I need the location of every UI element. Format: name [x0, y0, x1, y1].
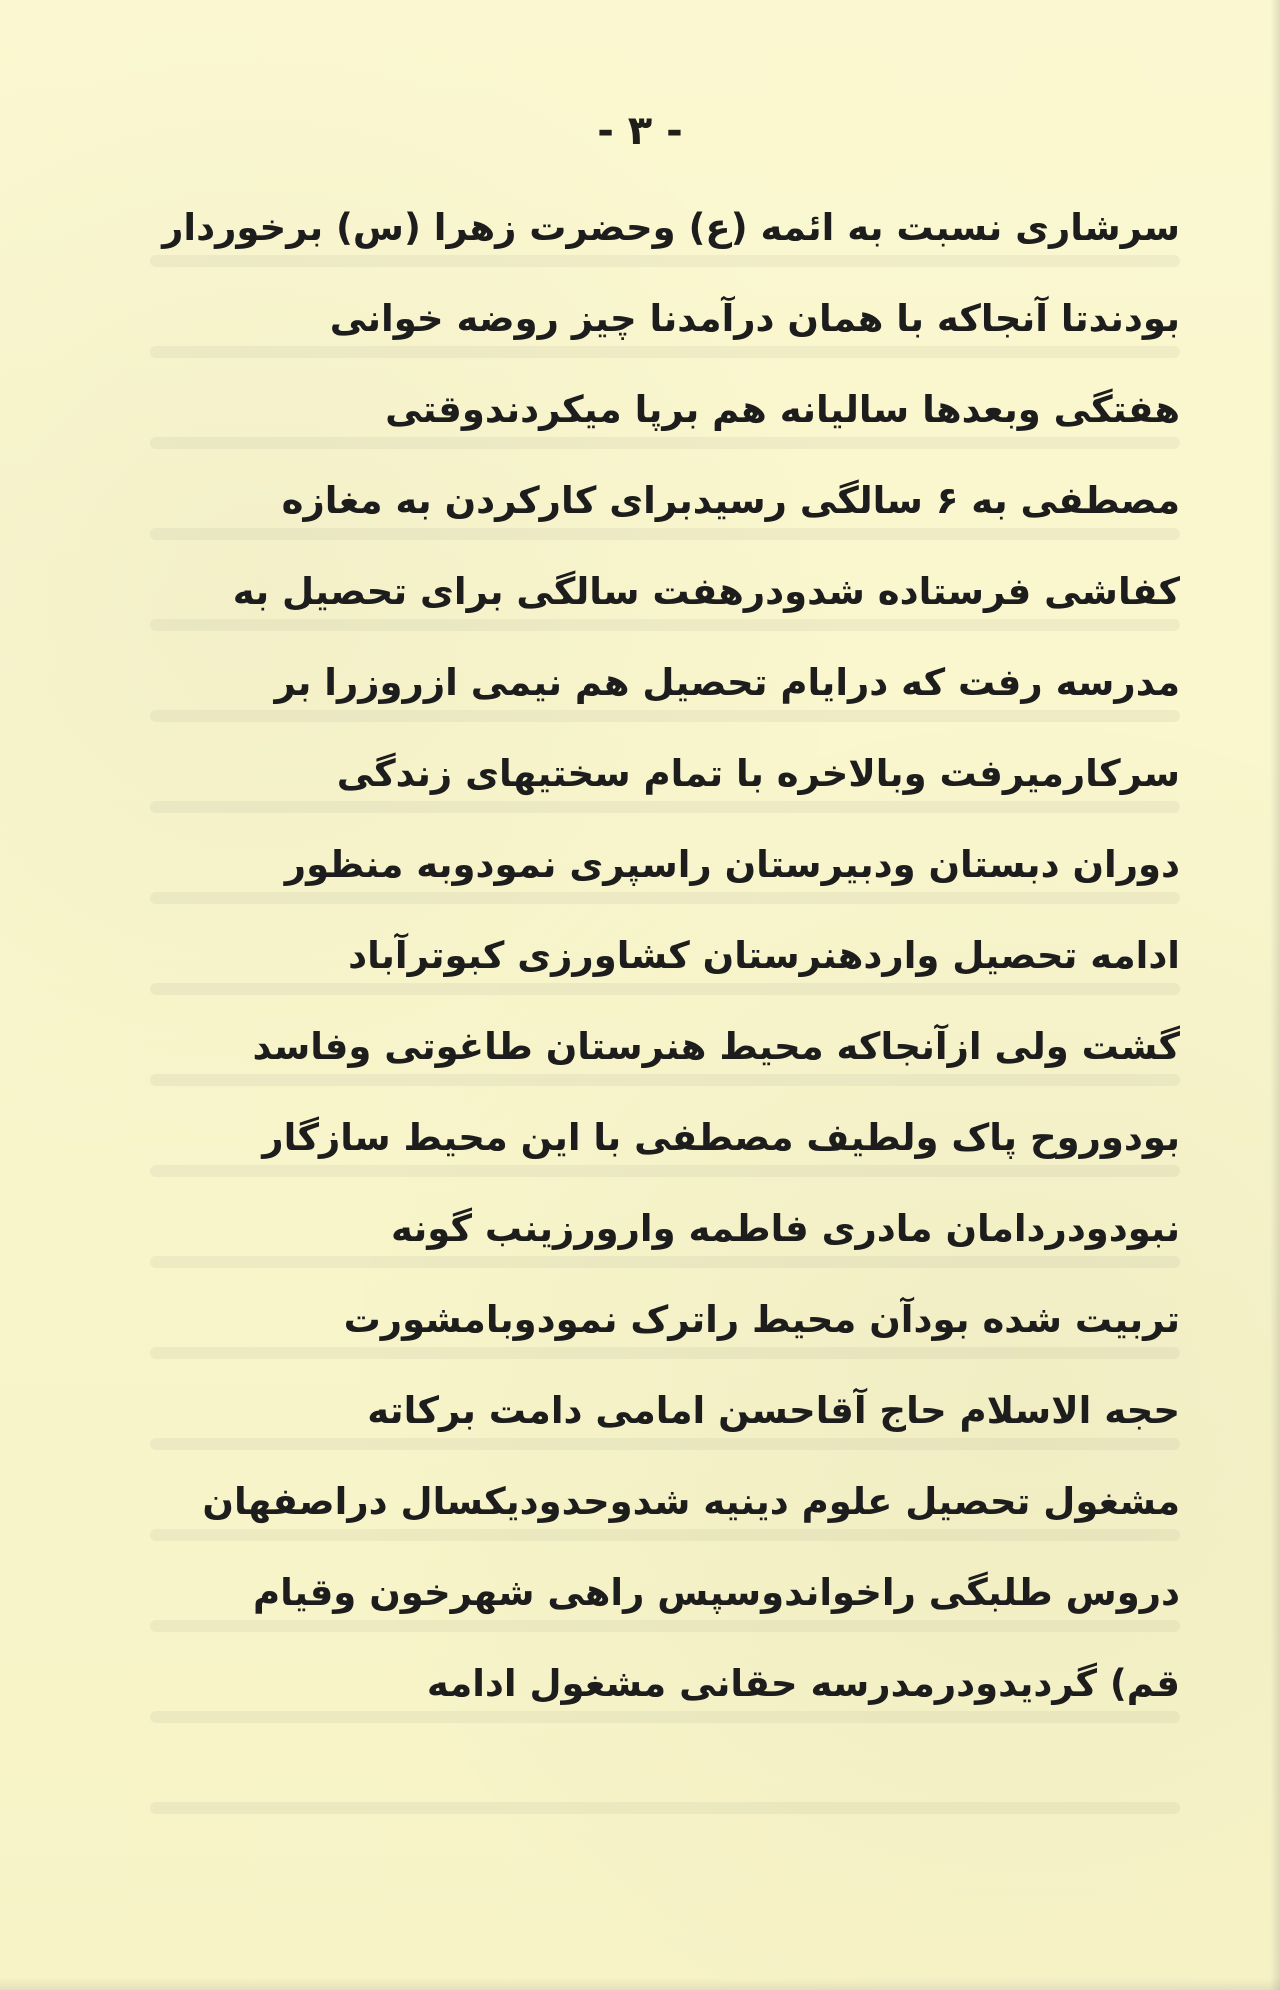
page-number: - ٣ -	[597, 108, 683, 154]
text-line-5: کفاشی فرستاده شدودرهفت سالگی برای تحصیل به	[232, 570, 1180, 613]
page-edge-shadow	[1270, 0, 1280, 1990]
text-line-15: مشغول تحصیل علوم دینیه شدوحدودیکسال دراصفهان	[202, 1480, 1180, 1523]
text-line-4: مصطفی به ۶ سالگی رسیدبرای کارکردن به مغازه	[281, 479, 1180, 522]
text-line-16: دروس طلبگی راخواندوسپس راهی شهرخون وقیام	[252, 1571, 1180, 1614]
text-line-13: تربیت شده بودآن محیط راترک نمودوبامشورت	[343, 1298, 1180, 1341]
body-text	[150, 182, 1180, 1729]
page-bottom-shadow	[0, 1978, 1280, 1990]
text-line-8: دوران دبستان ودبیرستان راسپری نمودوبه منظور	[284, 843, 1180, 886]
text-line-12: نبودودردامان مادری فاطمه وارورزینب گونه	[390, 1207, 1180, 1250]
text-line-10: گشت ولی ازآنجاکه محیط هنرستان طاغوتی وفاسد	[252, 1025, 1180, 1068]
text-line-6: مدرسه رفت که درایام تحصیل هم نیمی ازروزرا بر	[274, 661, 1180, 704]
bleed-through-line	[150, 1802, 1180, 1814]
text-line-7: سرکارمیرفت وبالاخره با تمام سختیهای زندگی	[336, 752, 1180, 795]
text-line-1: سرشاری نسبت به ائمه (ع) وحضرت زهرا (س) برخوردار	[162, 206, 1180, 249]
text-line-2: بودندتا آنجاکه با همان درآمدنا چیز روضه خوانی	[329, 297, 1180, 340]
text-line-14: حجه الاسلام حاج آقاحسن امامی دامت برکاته	[367, 1389, 1180, 1432]
text-line-9: ادامه تحصیل واردهنرستان کشاورزی کبوترآباد	[348, 934, 1180, 977]
text-line-17: قم) گردیدودرمدرسه حقانی مشغول ادامه	[426, 1662, 1180, 1705]
text-line-3: هفتگی وبعدها سالیانه هم برپا میکردندوقتی	[385, 388, 1180, 431]
text-line-11: بودوروح پاک ولطیف مصطفی با این محیط سازگار	[262, 1116, 1180, 1159]
